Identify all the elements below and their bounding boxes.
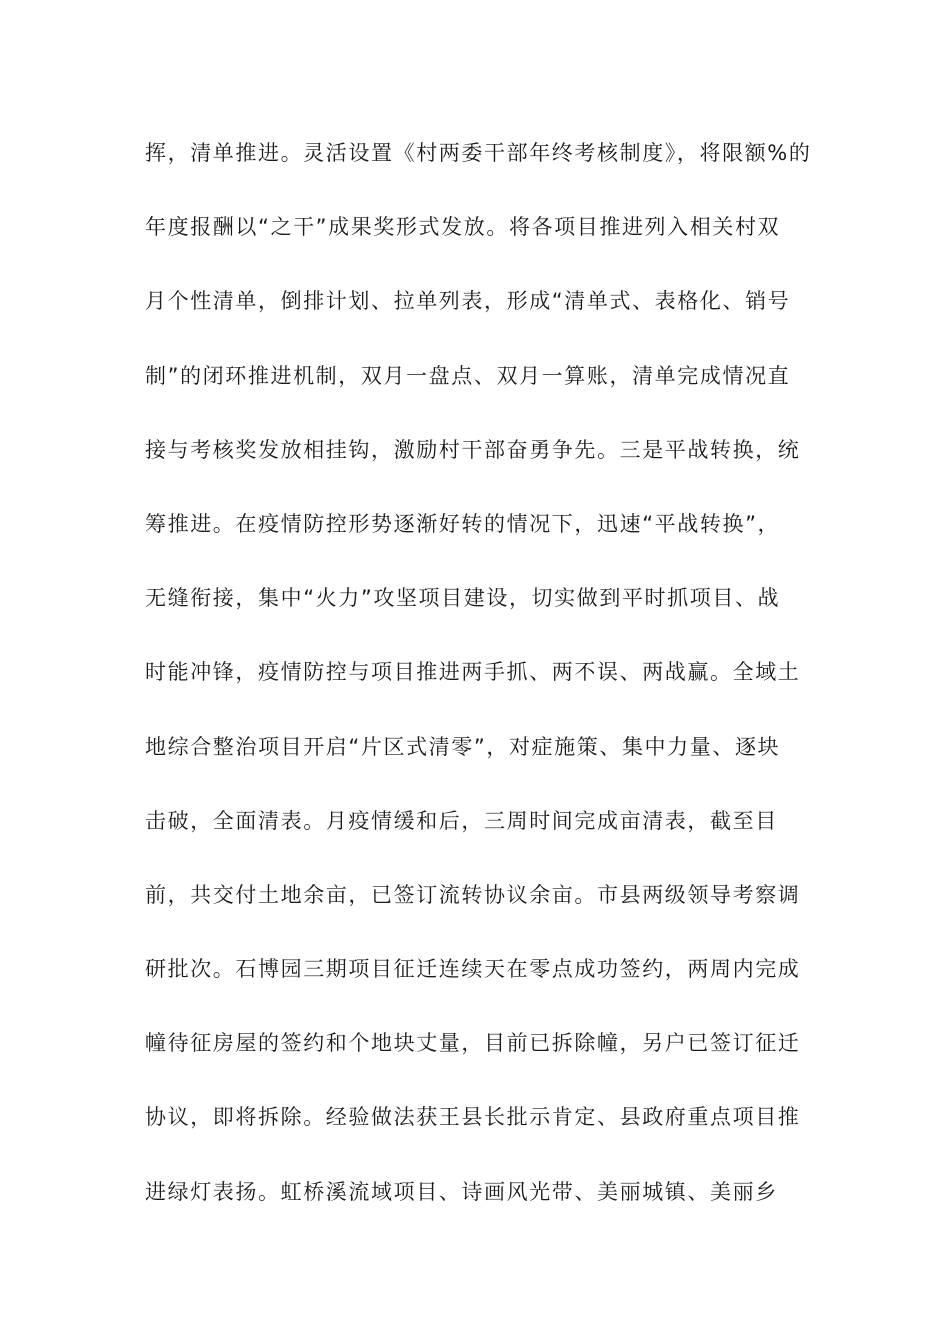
text-line: 时能冲锋，疫情防控与项目推进两手抓、两不误、两战赢。全域土 [145,660,801,685]
text-line: 无缝衔接，集中“火力”攻坚项目建设，切实做到平时抓项目、战 [145,586,781,611]
text-line: 挥，清单推进。灵活设置《村两委干部年终考核制度》，将限额%的 [145,141,812,165]
text-line: 制”的闭环推进机制，双月一盘点、双月一算账，清单完成情况直 [145,363,791,388]
text-line: 年度报酬以“之干”成果奖形式发放。将各项目推进列入相关村双 [145,215,781,240]
text-line: 协议，即将拆除。经验做法获王县长批示肯定、县政府重点项目推 [145,1105,801,1130]
text-line: 月个性清单，倒排计划、拉单列表，形成“清单式、表格化、销号 [145,289,791,314]
text-line: 筹推进。在疫情防控形势逐渐好转的情况下，迅速“平战转换”， [145,511,781,536]
text-line: 地综合整治项目开启“片区式清零”，对症施策、集中力量、逐块 [145,734,781,759]
text-line: 幢待征房屋的签约和个地块丈量，目前已拆除幢，另户已签订征迁 [145,1031,801,1056]
text-line: 接与考核奖发放相挂钩，激励村干部奋勇争先。三是平战转换，统 [145,437,801,462]
text-line: 击破，全面清表。月疫情缓和后，三周时间完成亩清表，截至目 [145,808,778,833]
body-paragraph [145,133,812,1246]
text-line: 前，共交付土地余亩，已签订流转协议余亩。市县两级领导考察调 [145,882,801,907]
text-line: 进绿灯表扬。虹桥溪流域项目、诗画风光带、美丽城镇、美丽乡 [145,1179,778,1204]
text-line: 研批次。石博园三期项目征迁连续天在零点成功签约，两周内完成 [145,957,801,982]
